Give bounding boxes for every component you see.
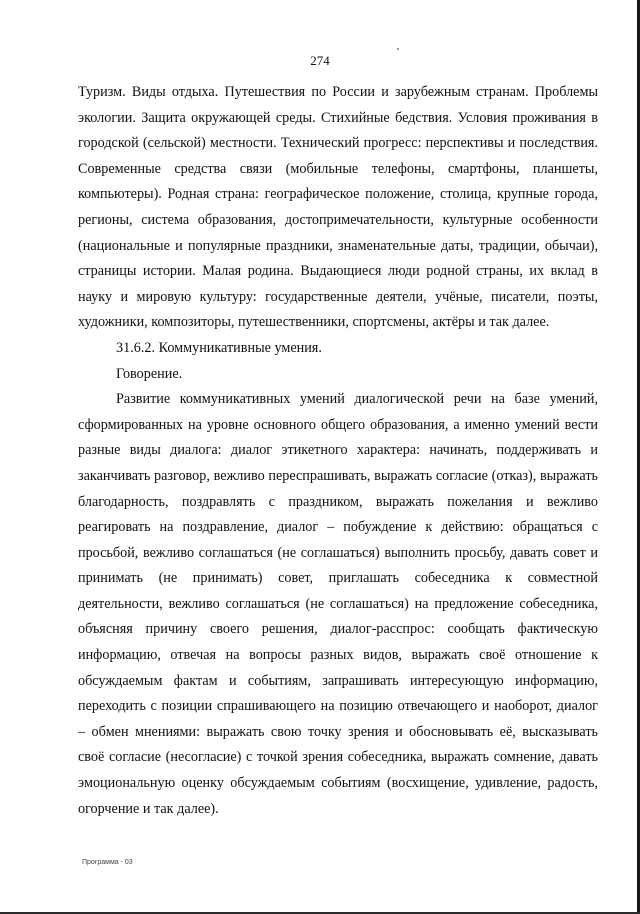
text-body: [78, 80, 598, 822]
paragraph-topics: Туризм. Виды отдыха. Путешествия по России и зарубежным странам. Проблемы экологии. Защита окружающей среды. Стихийные бедствия. Условия проживания в городской (сельской) местности. Технический прогресс: перспективы и последствия. Современные средства связи (мобильные телефоны, смартфоны, планшеты, компьютеры). Родная страна: географическое положение, столица, крупные города, регионы, система образования, достопримечательности, культурные особенности (национальные и популярные праздники, знаменательные даты, традиции, обычаи), страницы истории. Малая родина. Выдающиеся люди родной страны, их вклад в науку и мировую культуру: государственные деятели, учёные, писатели, поэты, художники, композиторы, путешественники, спортсмены, актёры и так далее.: [78, 84, 598, 331]
subsection-heading: Говорение.: [116, 365, 183, 382]
page-number: 274: [310, 53, 330, 68]
paragraph-dialogue-skills: Развитие коммуникативных умений диалогической речи на базе умений, сформированных на уровне основного общего образования, а именно умений вести разные виды диалога: диалог этикетного характера: начинать, поддерживать и заканчивать разговор, вежливо переспрашивать, выражать согласие (отказ), выражать благодарность, поздравлять с праздником, выражать пожелания и вежливо реагировать на поздравление, диалог – побуждение к действию: обращаться с просьбой, вежливо соглашаться (не соглашаться) выполнить просьбу, давать совет и принимать (не принимать) совет, приглашать собеседника к совместной деятельности, вежливо соглашаться (не соглашаться) на предложение собеседника, объясняя причину своего решения, диалог-расспрос: сообщать фактическую информацию, отвечая на вопросы разных видов, выражать своё отношение к обсуждаемым фактам и событиям, запрашивать интересующую информацию, переходить с позиции спрашивающего на позицию отвечающего и наоборот, диалог – обмен мнениями: выражать свою точку зрения и обосновывать её, высказывать своё согласие (несогласие) с точкой зрения собеседника, выражать сомнение, давать эмоциональную оценку обсуждаемым событиям (восхищение, удивление, радость, огорчение и так далее).: [78, 391, 598, 817]
footer-label: Программа - 03: [82, 859, 133, 866]
scan-speck: [397, 48, 399, 50]
section-heading: 31.6.2. Коммуникативные умения.: [116, 339, 322, 356]
